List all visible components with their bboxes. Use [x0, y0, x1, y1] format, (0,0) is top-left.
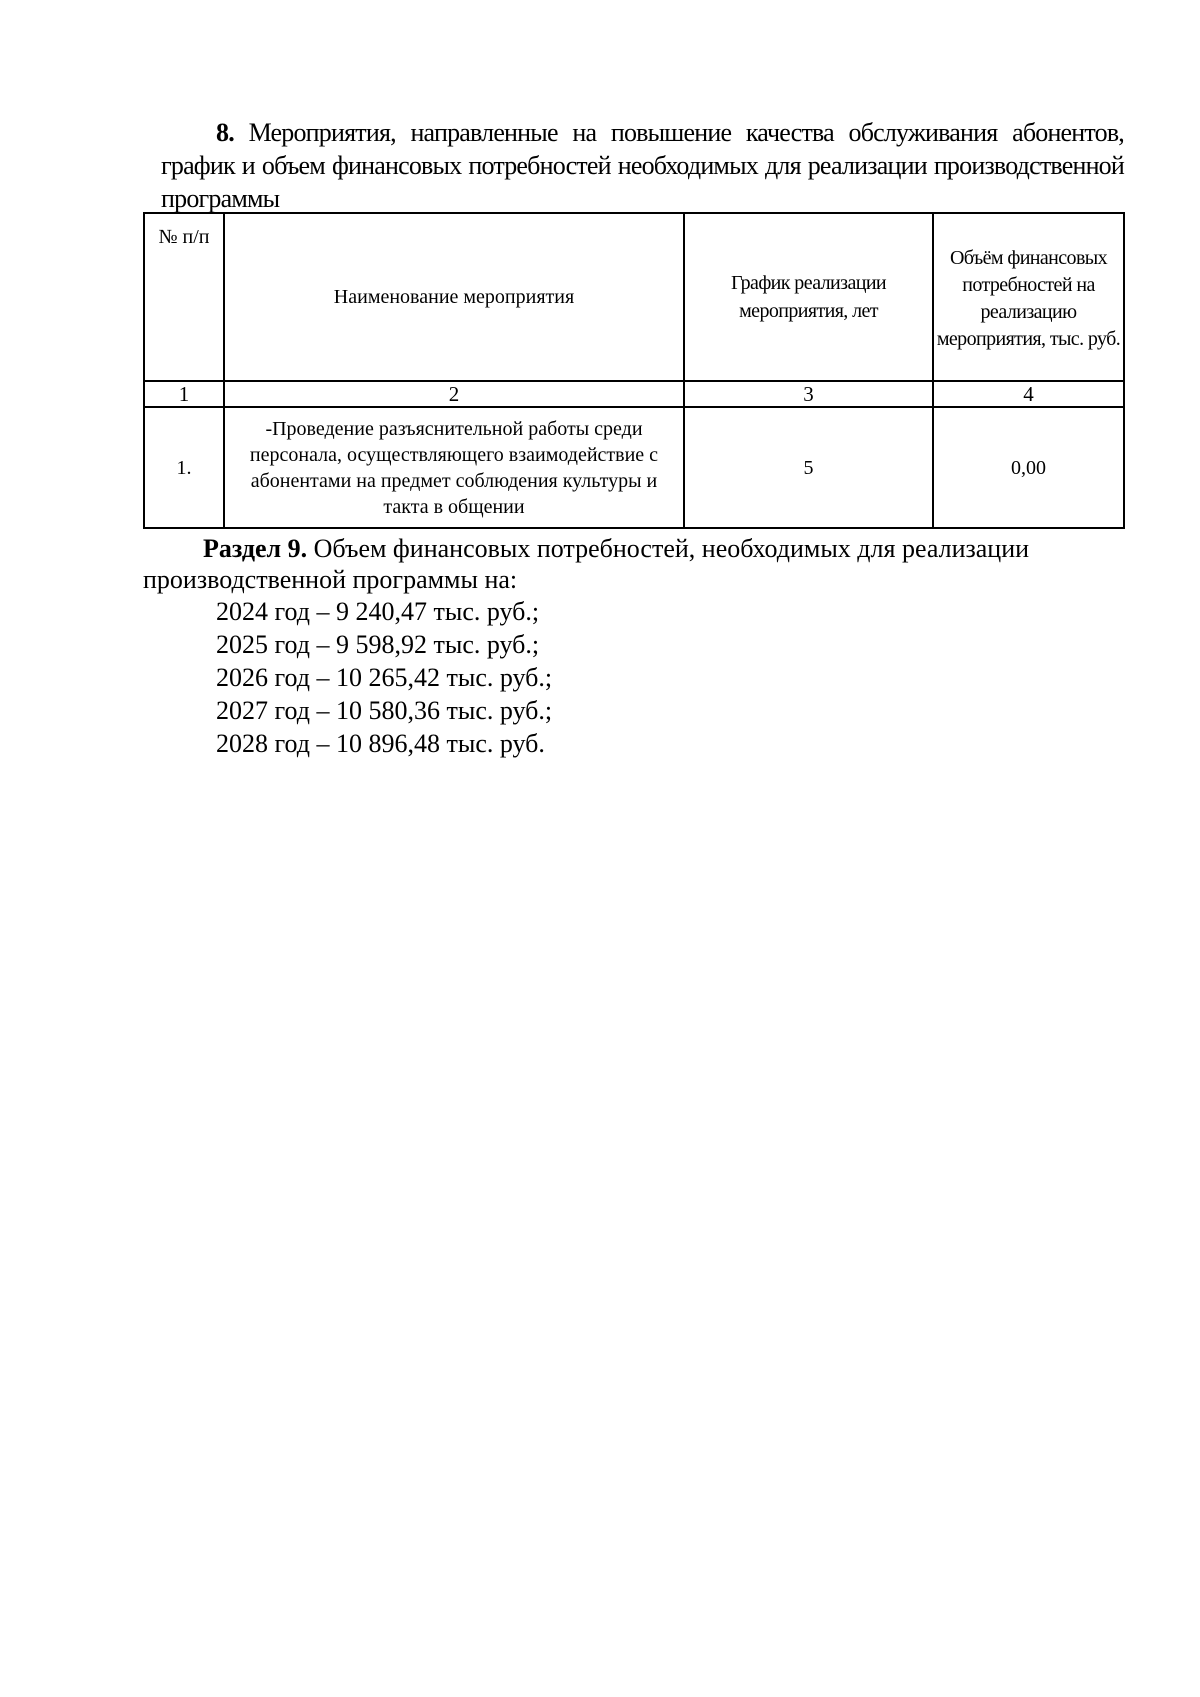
- row-amount: 0,00: [933, 407, 1124, 528]
- column-number: 4: [933, 381, 1124, 407]
- list-item: 2028 год – 10 896,48 тыс. руб.: [216, 729, 545, 758]
- table-header-row: [144, 213, 1124, 381]
- section-8-heading: [161, 116, 1124, 215]
- header-measure-name: Наименование мероприятия: [224, 213, 684, 381]
- table-column-numbers-row: [144, 381, 1124, 407]
- list-item: 2026 год – 10 265,42 тыс. руб.;: [216, 663, 553, 692]
- list-item: 2027 год – 10 580,36 тыс. руб.;: [216, 696, 553, 725]
- row-number: 1.: [144, 407, 224, 528]
- yearly-financing-list: [143, 595, 1123, 760]
- column-number: 3: [684, 381, 933, 407]
- column-number: 1: [144, 381, 224, 407]
- measures-table: [143, 212, 1125, 529]
- row-schedule: 5: [684, 407, 933, 528]
- section-9-heading: [143, 533, 1123, 595]
- table-row: [144, 407, 1124, 528]
- row-measure-name: -Проведение разъяснительной работы среди персонала, осуществляющего взаимодействие с абонентами на предмет соблюдения культуры и такта в общении: [224, 407, 684, 528]
- list-item: 2024 год – 9 240,47 тыс. руб.;: [216, 597, 540, 626]
- header-number: № п/п: [144, 213, 224, 381]
- section-8-title: Мероприятия, направленные на повышение качества обслуживания абонентов, график и объем финансовых потребностей необходимых для реализации производственной программы: [161, 118, 1125, 213]
- section-8-number: 8.: [216, 118, 234, 147]
- section-9: [143, 533, 1123, 760]
- header-financial-volume: Объём финансовых потребностей на реализацию мероприятия, тыс. руб.: [933, 213, 1124, 381]
- section-9-text: Объем финансовых потребностей, необходимых для реализации производственной программы на:: [143, 534, 1030, 594]
- list-item: 2025 год – 9 598,92 тыс. руб.;: [216, 630, 540, 659]
- section-9-label: Раздел 9.: [203, 534, 308, 563]
- column-number: 2: [224, 381, 684, 407]
- header-schedule: График реализации мероприятия, лет: [684, 213, 933, 381]
